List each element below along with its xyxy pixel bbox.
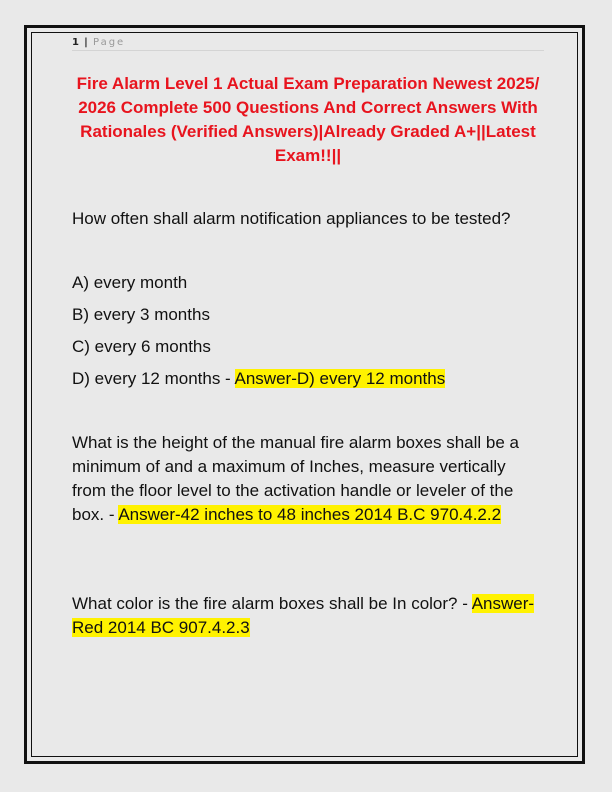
- question-2-text: What is the height of the manual fire alarm boxes shall be a minimum of and a maximum of Inches, measure vertically from the floor level to the activation handle or leveler of the box. -: [72, 433, 519, 524]
- question-1-option-a: A) every month: [72, 273, 188, 292]
- question-1: How often shall alarm notification appliances to be tested?: [72, 209, 511, 228]
- page-word: Page: [93, 37, 126, 48]
- question-3-text: What color is the fire alarm boxes shall be In color? -: [72, 594, 472, 613]
- question-2: [72, 431, 542, 527]
- question-1-option-d-text: D) every 12 months -: [72, 369, 235, 388]
- question-3-answer: Answer-Red 2014 BC 907.4.2.3: [72, 594, 535, 637]
- document-title: Fire Alarm Level 1 Actual Exam Preparation Newest 2025/ 2026 Complete 500 Questions And Correct Answers With Rationales (Verified Answers)|Already Graded A+||Latest Exam!!||: [76, 74, 540, 165]
- page-header: [72, 37, 544, 51]
- question-1-option-b: B) every 3 months: [72, 305, 210, 324]
- question-1-option-d: [72, 367, 542, 391]
- page-number: 1: [72, 37, 79, 48]
- page-separator: |: [84, 37, 88, 48]
- question-3: [72, 592, 542, 640]
- question-1-answer: Answer-D) every 12 months: [234, 369, 446, 388]
- question-1-option-c: C) every 6 months: [72, 337, 211, 356]
- question-2-answer: Answer-42 inches to 48 inches 2014 B.C 970.4.2.2: [118, 505, 502, 524]
